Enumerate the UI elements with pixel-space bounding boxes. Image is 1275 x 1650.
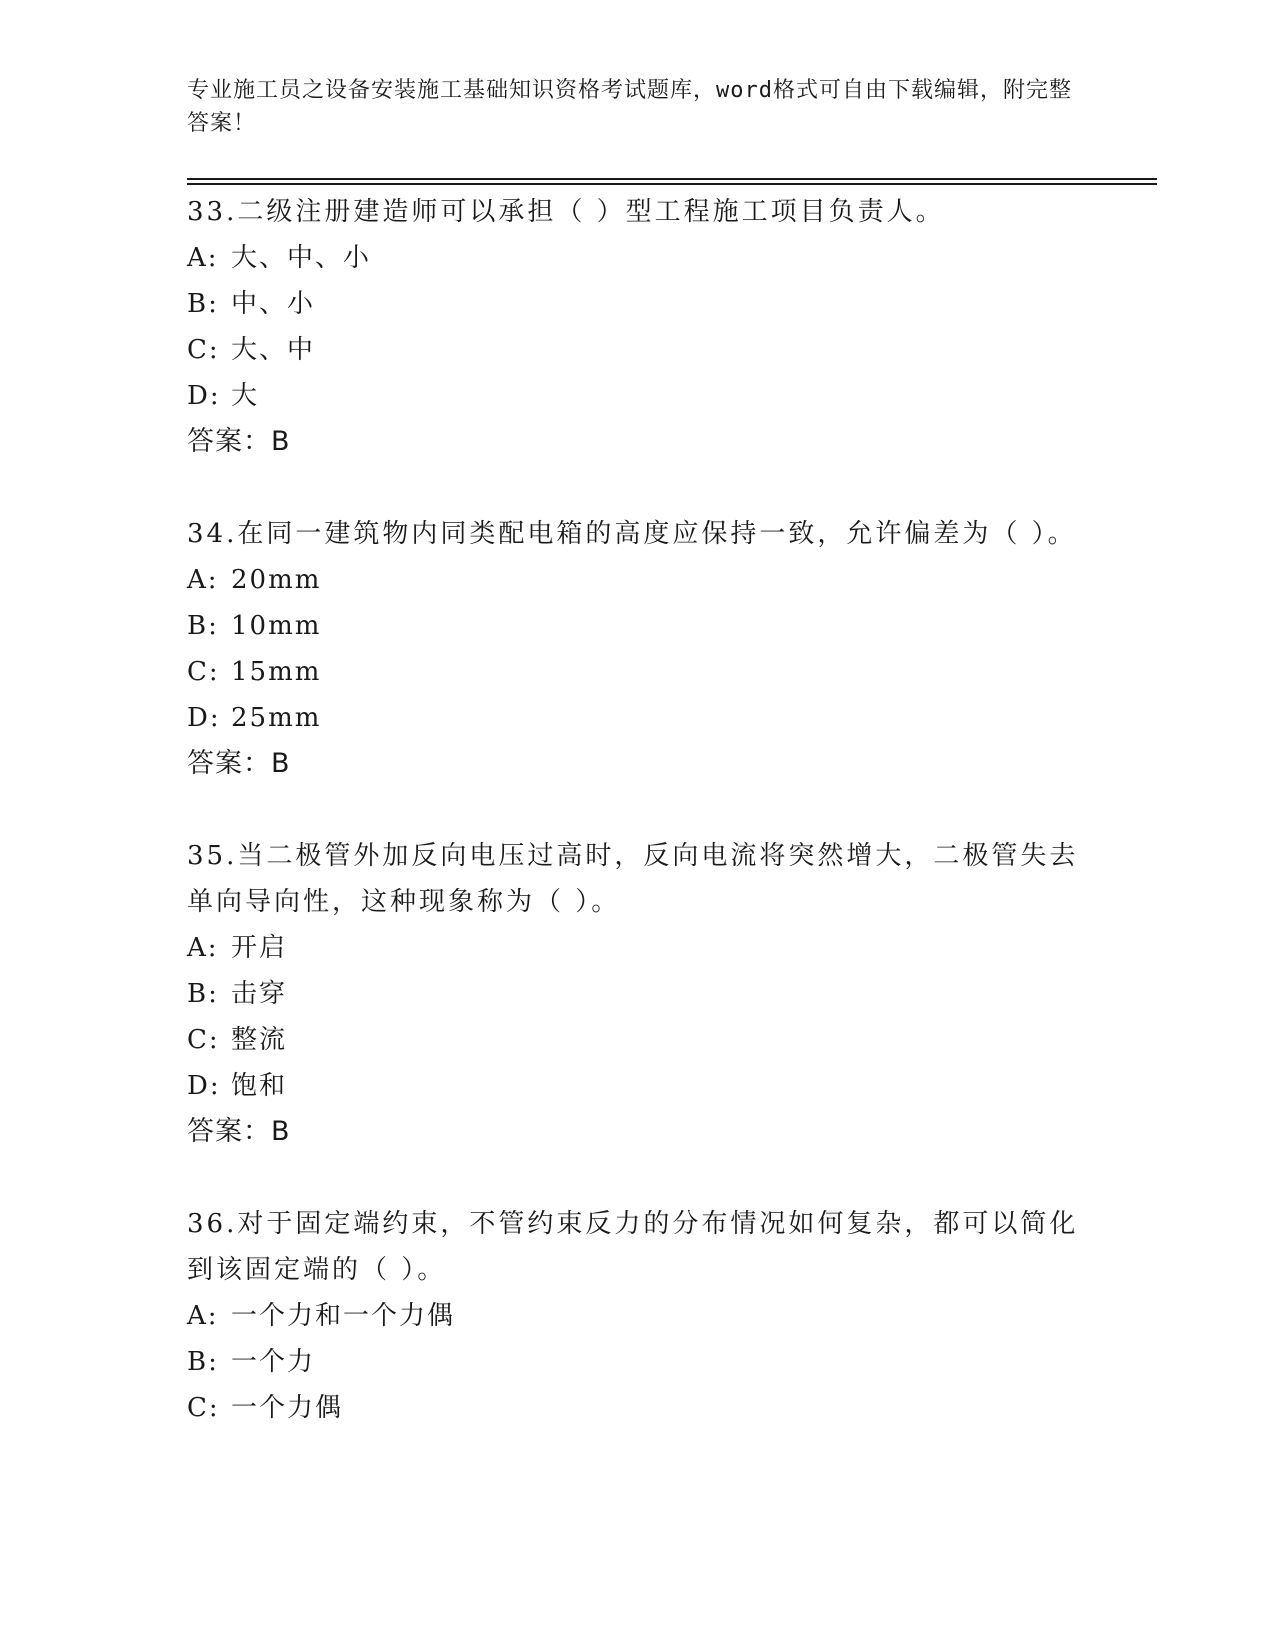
option-letter: C: bbox=[187, 335, 220, 365]
option-text: 20mm bbox=[231, 565, 322, 595]
document-header: 专业施工员之设备安装施工基础知识资格考试题库，word格式可自由下载编辑，附完整答案！ bbox=[187, 78, 1072, 136]
option-letter: B: bbox=[187, 1347, 219, 1377]
option-letter: C: bbox=[187, 657, 220, 687]
option-a bbox=[187, 1293, 1087, 1339]
option-a bbox=[187, 557, 1087, 603]
option-text: 一个力和一个力偶 bbox=[231, 1301, 456, 1331]
answer-line: 答案：B bbox=[187, 426, 291, 457]
question-36 bbox=[187, 1201, 1087, 1431]
question-list bbox=[187, 189, 1087, 1477]
option-letter: C: bbox=[187, 1025, 220, 1055]
option-text: 一个力 bbox=[231, 1347, 316, 1377]
option-b bbox=[187, 1339, 1087, 1385]
option-letter: B: bbox=[187, 979, 219, 1009]
option-text: 大、中、小 bbox=[231, 243, 372, 273]
option-text: 击穿 bbox=[231, 979, 288, 1009]
option-letter: D: bbox=[187, 703, 221, 733]
option-text: 10mm bbox=[231, 611, 322, 641]
option-d bbox=[187, 373, 1087, 419]
option-letter: A: bbox=[187, 1301, 219, 1331]
option-text: 整流 bbox=[231, 1025, 288, 1055]
option-d bbox=[187, 695, 1087, 741]
question-stem: 36.对于固定端约束，不管约束反力的分布情况如何复杂，都可以简化到该固定端的（ ）。 bbox=[187, 1209, 1079, 1285]
question-35 bbox=[187, 833, 1087, 1155]
answer-line: 答案：B bbox=[187, 1116, 291, 1147]
option-text: 中、小 bbox=[231, 289, 316, 319]
option-letter: B: bbox=[187, 611, 219, 641]
option-b bbox=[187, 603, 1087, 649]
option-b bbox=[187, 281, 1087, 327]
option-text: 大、中 bbox=[231, 335, 316, 365]
option-c bbox=[187, 327, 1087, 373]
option-text: 开启 bbox=[231, 933, 288, 963]
option-text: 25mm bbox=[231, 703, 322, 733]
question-stem: 35.当二极管外加反向电压过高时，反向电流将突然增大，二极管失去单向导向性，这种现象称为（ ）。 bbox=[187, 841, 1079, 917]
option-letter: B: bbox=[187, 289, 219, 319]
option-text: 饱和 bbox=[231, 1071, 288, 1101]
option-letter: C: bbox=[187, 1393, 220, 1423]
option-a bbox=[187, 235, 1087, 281]
question-34 bbox=[187, 511, 1087, 787]
option-b bbox=[187, 971, 1087, 1017]
option-a bbox=[187, 925, 1087, 971]
option-letter: A: bbox=[187, 243, 219, 273]
question-33 bbox=[187, 189, 1087, 465]
option-text: 15mm bbox=[231, 657, 322, 687]
option-text: 一个力偶 bbox=[231, 1393, 344, 1423]
header-divider-bottom bbox=[187, 183, 1157, 185]
answer-line: 答案：B bbox=[187, 748, 291, 779]
option-letter: A: bbox=[187, 565, 219, 595]
question-stem: 34.在同一建筑物内同类配电箱的高度应保持一致，允许偏差为（ ）。 bbox=[187, 519, 1077, 549]
option-d bbox=[187, 1063, 1087, 1109]
option-c bbox=[187, 1385, 1087, 1431]
option-letter: A: bbox=[187, 933, 219, 963]
option-c bbox=[187, 649, 1087, 695]
option-c bbox=[187, 1017, 1087, 1063]
option-letter: D: bbox=[187, 381, 221, 411]
option-text: 大 bbox=[231, 381, 260, 411]
header-divider-top bbox=[187, 178, 1157, 180]
question-stem: 33.二级注册建造师可以承担（ ）型工程施工项目负责人。 bbox=[187, 197, 945, 227]
option-letter: D: bbox=[187, 1071, 221, 1101]
